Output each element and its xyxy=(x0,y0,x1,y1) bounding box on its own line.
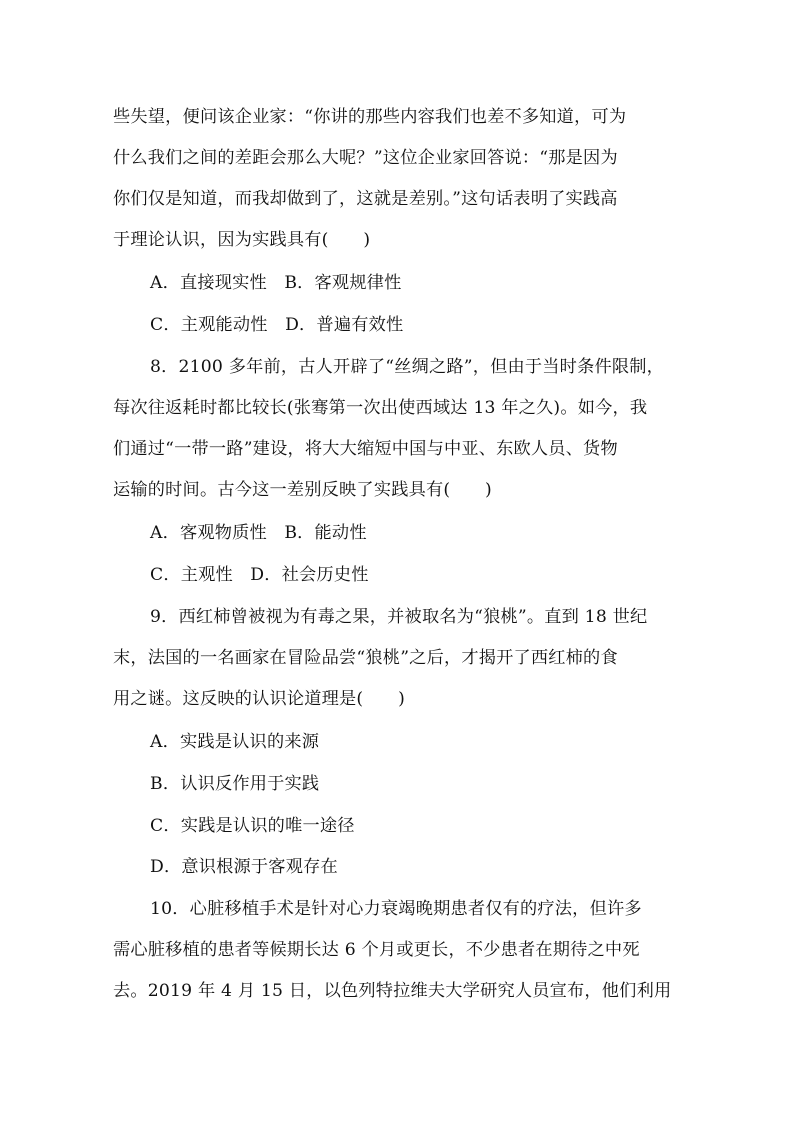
q8-stem-line-1: 8．2100 多年前，古人开辟了“丝绸之路”，但由于当时条件限制， xyxy=(150,357,665,377)
q8-stem-line-3: 们通过“一带一路”建设，将大大缩短中国与中亚、东欧人员、货物 xyxy=(113,439,618,459)
q9-option-c: C．实践是认识的唯一途径 xyxy=(150,816,355,836)
q7-option-ab: A．直接现实性 B．客观规律性 xyxy=(150,273,402,293)
q10-stem-line-3: 去。2019 年 4 月 15 日，以色列特拉维夫大学研究人员宣布，他们利用 xyxy=(113,981,672,1001)
q7-stem-line-4: 于理论认识，因为实践具有( ) xyxy=(113,230,371,250)
q9-stem-line-1: 9．西红柿曾被视为有毒之果，并被取名为“狼桃”。直到 18 世纪 xyxy=(150,607,648,627)
q9-option-b: B．认识反作用于实践 xyxy=(150,774,320,794)
q8-stem-line-4: 运输的时间。古今这一差别反映了实践具有( ) xyxy=(113,480,492,500)
q9-stem-line-3: 用之谜。这反映的认识论道理是( ) xyxy=(113,689,406,709)
q9-option-d: D．意识根源于客观存在 xyxy=(150,857,338,877)
q9-stem-line-2: 末，法国的一名画家在冒险品尝“狼桃”之后，才揭开了西红柿的食 xyxy=(113,648,618,668)
q7-stem-line-3: 你们仅是知道，而我却做到了，这就是差别。”这句话表明了实践高 xyxy=(113,189,618,209)
q9-option-a: A．实践是认识的来源 xyxy=(150,732,320,752)
q7-stem-line-2: 什么我们之间的差距会那么大呢？”这位企业家回答说：“那是因为 xyxy=(113,148,618,168)
q10-stem-line-1: 10．心脏移植手术是针对心力衰竭晚期患者仅有的疗法，但许多 xyxy=(150,899,642,919)
q10-stem-line-2: 需心脏移植的患者等候期长达 6 个月或更长，不少患者在期待之中死 xyxy=(113,940,640,960)
q7-stem-line-1: 些失望，便问该企业家：“你讲的那些内容我们也差不多知道，可为 xyxy=(113,107,627,127)
q8-option-cd: C．主观性 D．社会历史性 xyxy=(150,565,369,585)
q8-option-ab: A．客观物质性 B．能动性 xyxy=(150,523,367,543)
q7-option-cd: C．主观能动性 D．普遍有效性 xyxy=(150,315,404,335)
q8-stem-line-2: 每次往返耗时都比较长(张骞第一次出使西域达 13 年之久)。如今，我 xyxy=(113,398,648,418)
